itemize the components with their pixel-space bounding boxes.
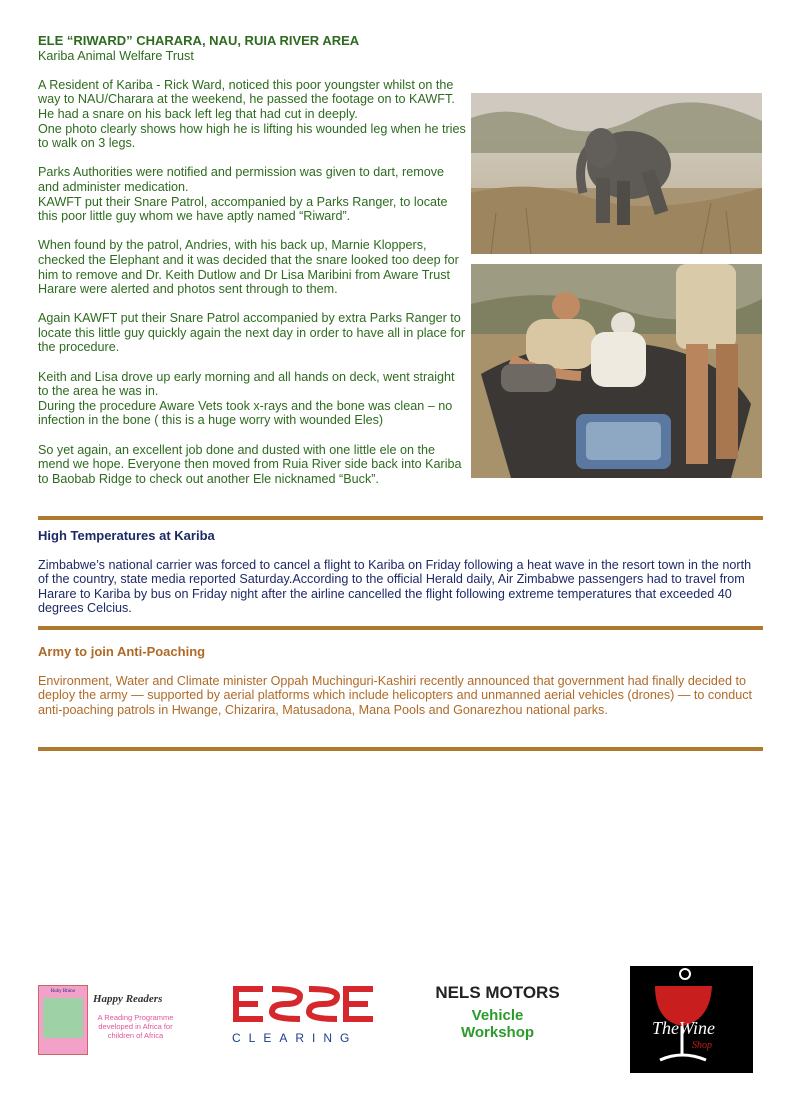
article-source: Kariba Animal Welfare Trust <box>38 48 194 63</box>
nels-line1: Vehicle <box>471 1007 524 1024</box>
section-heading: Army to join Anti-Poaching <box>38 644 206 659</box>
esse-mark-icon <box>232 984 377 1024</box>
article-title: ELE “RIWARD” CHARARA, NAU, RUIA RIVER AREA <box>38 33 360 48</box>
happy-readers-tagline: A Reading Programme developed in Africa for children of Africa <box>97 1013 174 1040</box>
happy-readers-logo <box>38 985 178 1055</box>
esse-clearing-logo <box>232 984 377 1044</box>
wine-word3: Shop <box>692 1040 712 1051</box>
section-body: Environment, Water and Climate minister Oppah Muchinguri-Kashiri recently announced that government had finally decided to deploy the army — supported by aerial platforms which include helicopters and unmanned aerial vehicles (drones) — to conduct anti-poaching patrols in Hwange, Chizarira, Matusadona, Mana Pools and Gonarezhou national parks. <box>38 673 753 717</box>
wine-word1: The <box>652 1018 679 1038</box>
elephant-photo <box>471 93 762 254</box>
section-body: Zimbabwe’s national carrier was forced to cancel a flight to Kariba on Friday following a heat wave in the resort town in the north of the country, state media reported Saturday.According to the official Herald daily, Air Zimbabwe passengers had to travel from Harare to Kariba by bus on Friday night after the airline cancelled the flight following extreme temperatures that exceeded 40 degrees Celcius. <box>38 557 752 616</box>
article-paragraph: Keith and Lisa drove up early morning and all hands on deck, went straight to the area he was in. During the procedure Aware Vets took x-rays and the bone was clean – no infection in the bone ( this is a huge worry with wounded Eles) <box>38 369 455 428</box>
vets-procedure-photo <box>471 264 762 478</box>
happy-readers-name: Happy Readers <box>93 993 163 1005</box>
wine-word2: Wine <box>679 1018 715 1038</box>
article-paragraph: Again KAWFT put their Snare Patrol accompanied by extra Parks Ranger to locate this little guy quickly again the next day in order to have all in place for the procedure. <box>38 311 466 355</box>
nels-motors-logo <box>425 983 570 1045</box>
section-divider <box>38 747 763 751</box>
book-title: Ruby Rhino <box>50 989 76 994</box>
book-cover <box>38 985 88 1055</box>
nels-name: NELS MOTORS <box>435 983 560 1002</box>
article-paragraph: Parks Authorities were notified and permission was given to dart, remove and administer medication. KAWFT put their Snare Patrol, accompanied by a Parks Ranger, to locate this poor little guy whom we have aptly named “Riward”. <box>38 165 448 224</box>
section-divider <box>38 516 763 520</box>
wine-shop-logo <box>630 966 753 1073</box>
section-high-temperatures <box>38 529 763 616</box>
article-paragraph: A Resident of Kariba - Rick Ward, noticed this poor youngster whilst on the way to NAU/Charara at the weekend, he passed the footage on to KAWFT. He had a snare on his back left leg that had cut in deeply. One photo clearly shows how high he is lifting his wounded leg when he tries to walk on 3 legs. <box>38 77 466 151</box>
article-riward <box>38 34 468 501</box>
section-army-anti-poaching <box>38 645 763 717</box>
esse-word: CLEARING <box>232 1031 358 1045</box>
article-paragraph: So yet again, an excellent job done and dusted with one little ele on the mend we hope. Everyone then moved from Ruia River side back into Kariba to Baobab Ridge to check out another Ele nicknamed “Buck”. <box>38 442 462 486</box>
section-heading: High Temperatures at Kariba <box>38 528 215 543</box>
article-paragraph: When found by the patrol, Andries, with his back up, Marnie Kloppers, checked the Elephant and it was decided that the snare looked too deep for him to remove and Dr. Keith Dutlow and Dr Lisa Maribini from Aware Trust Harare were alerted and photos sent through to them. <box>38 238 459 297</box>
section-divider <box>38 626 763 630</box>
nels-line2: Workshop <box>460 1024 535 1041</box>
